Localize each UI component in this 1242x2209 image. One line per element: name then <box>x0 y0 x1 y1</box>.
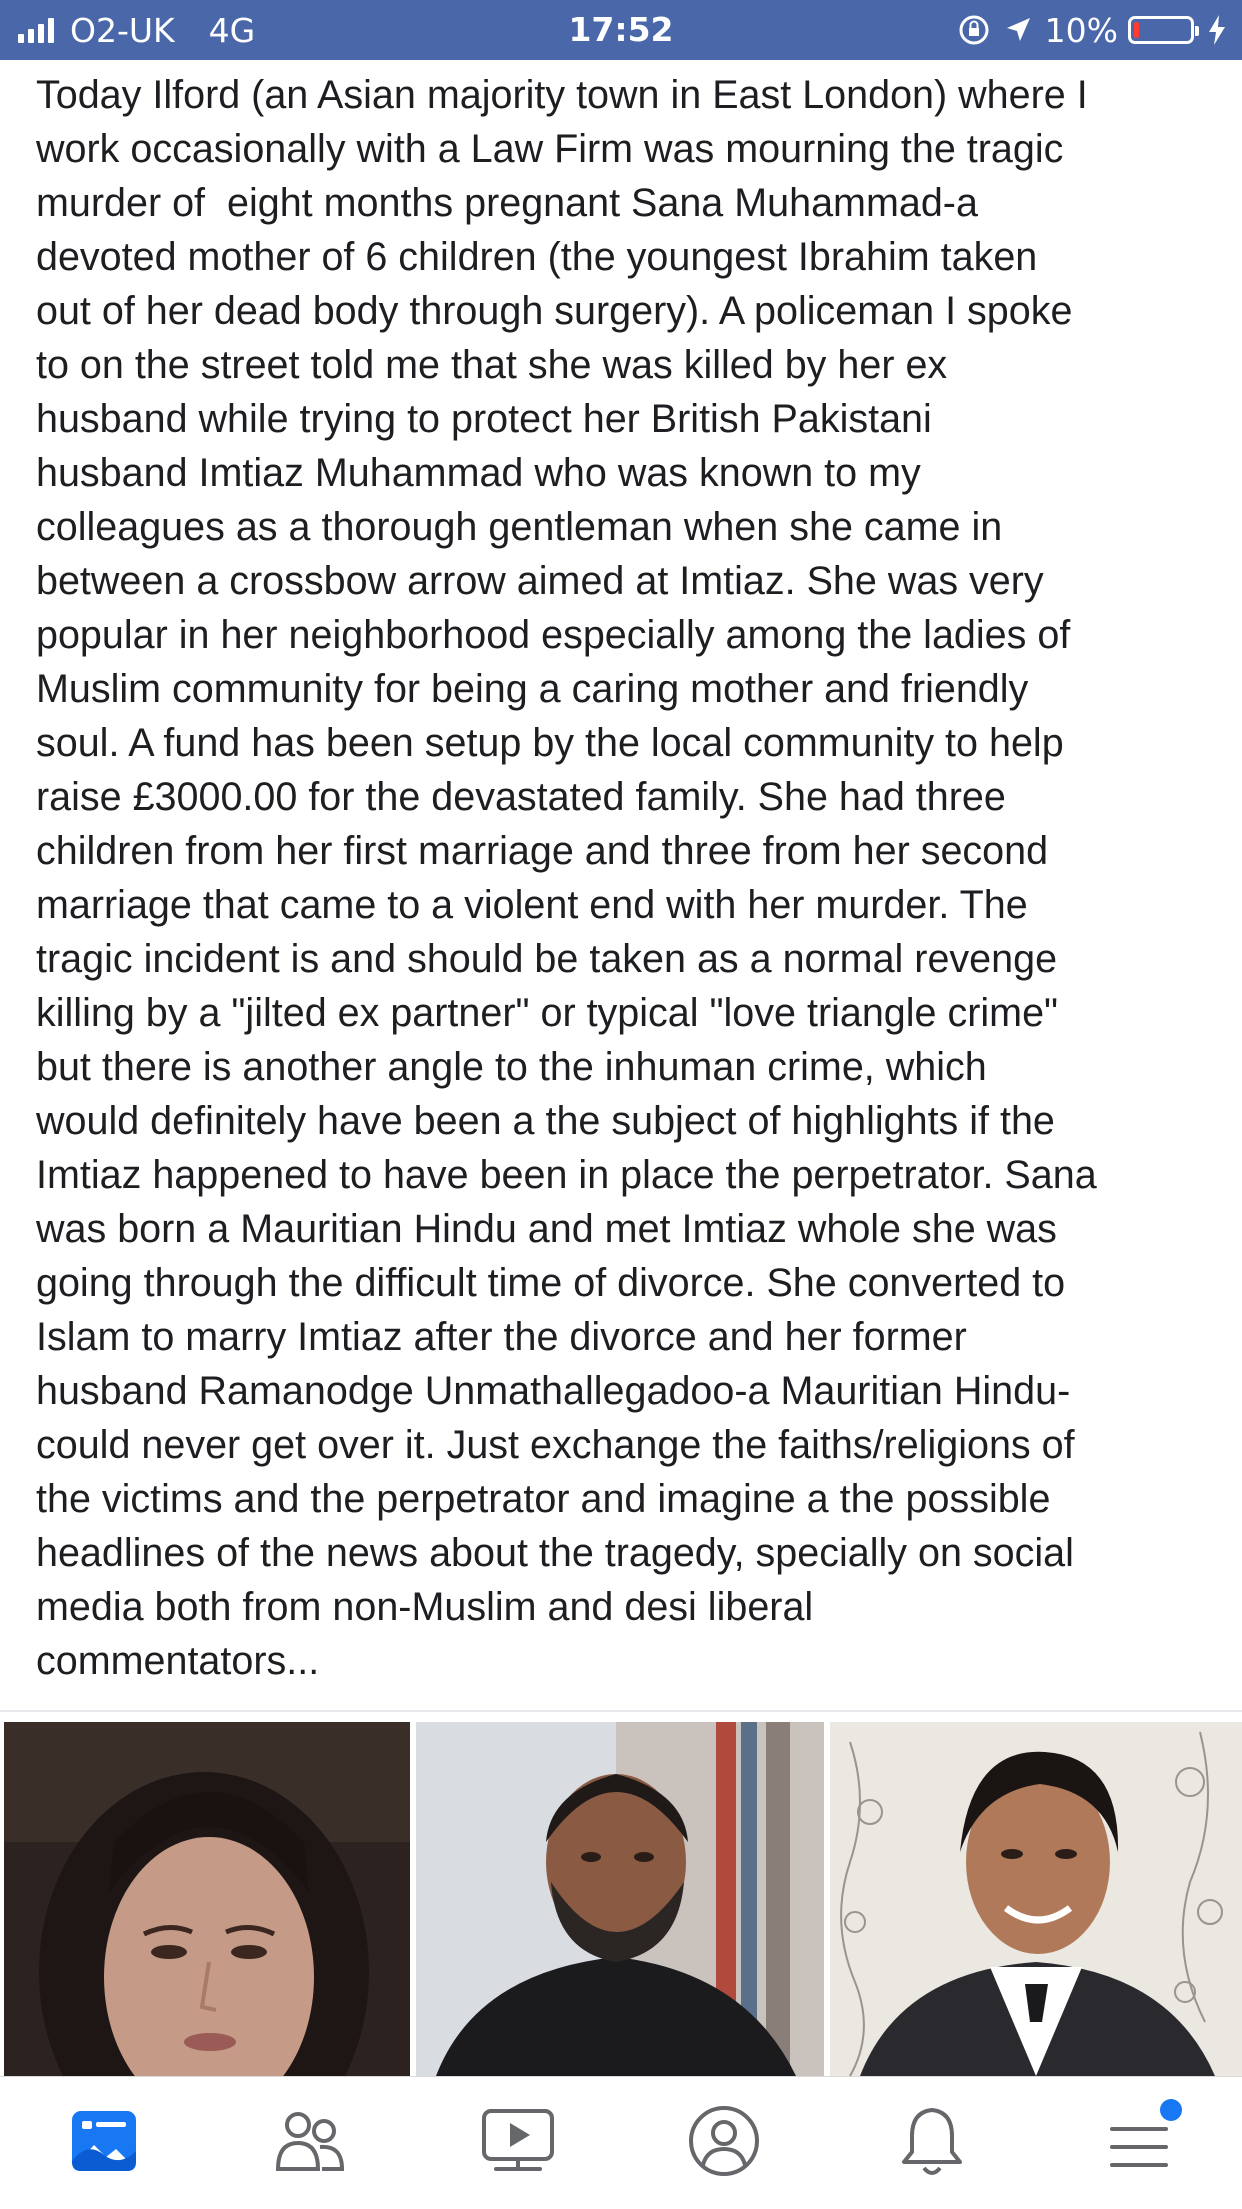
photo-bearded-man-portrait[interactable] <box>416 1722 824 2076</box>
battery-icon <box>1128 16 1194 44</box>
post-text: Today Ilford (an Asian majority town in East London) where I work occasionally with a Law Firm was mourning the tragic murder of eight months pregnant Sana Muhammad-a devoted mother of 6 children (the youngest Ibrahim taken out of her dead body through surgery). A policeman I spoke to on the street told me that she was killed by her ex husband while trying to protect her British Pakistani husband Imtiaz Muhammad who was known to my colleagues as a thorough gentleman when she came in between a crossbow arrow aimed at Imtiaz. She was very popular in her neighborhood especially among the ladies of Muslim community for being a caring mother and friendly soul. A fund has been setup by the local community to help raise £3000.00 for the devastated family. She had three children from her first marriage and three from her second marriage that came to a violent end with her murder. The tragic incident is and should be taken as a normal revenge killing by a "jilted ex partner" or typical "love triangle crime" but there is another angle to the inhuman crime, which would definitely have been a the subject of highlights if the Imtiaz happened to have been in place the perpetrator. Sana was born a Mauritian Hindu and met Imtiaz whole she was going through the difficult time of divorce. She converted to Islam to marry Imtiaz after the divorce and her former husband Ramanodge Unmathallegadoo-a Mauritian Hindu- could never get over it. Just exchange the faiths/religions of the victims and the perpetrator and imagine a the possible headlines of the news about the tragedy, specially on social media both from non-Muslim and desi liberal commentators... <box>36 73 1097 1683</box>
status-bar <box>0 0 1242 60</box>
photo-woman-portrait[interactable] <box>4 1722 410 2076</box>
friends-icon <box>272 2105 348 2177</box>
tab-friends[interactable] <box>270 2101 350 2181</box>
status-bar-right <box>945 0 1228 60</box>
tab-profile[interactable] <box>684 2101 764 2181</box>
tab-menu[interactable] <box>1098 2101 1178 2181</box>
notifications-bell-icon <box>896 2104 968 2178</box>
post-photos[interactable] <box>0 1722 1242 2076</box>
orientation-lock-icon <box>957 13 991 47</box>
tab-news-feed[interactable] <box>64 2101 144 2181</box>
battery-percent: 10% <box>1044 10 1118 50</box>
tab-watch[interactable] <box>478 2101 558 2181</box>
battery-level <box>1134 22 1139 38</box>
tab-notifications[interactable] <box>892 2101 972 2181</box>
bottom-tab-bar <box>0 2076 1242 2209</box>
news-feed-icon <box>68 2105 140 2177</box>
location-arrow-icon <box>1003 15 1033 45</box>
carrier-label: O2-UK <box>70 10 175 50</box>
watch-video-icon <box>480 2105 556 2177</box>
notification-dot-badge <box>1160 2099 1182 2121</box>
network-type-label: 4G <box>208 10 256 50</box>
divider <box>0 1710 1242 1712</box>
profile-icon <box>687 2104 761 2178</box>
clock-time: 17:52 <box>568 10 674 49</box>
charging-bolt-icon <box>1206 14 1228 46</box>
photo-smiling-man-portrait[interactable] <box>830 1722 1242 2076</box>
